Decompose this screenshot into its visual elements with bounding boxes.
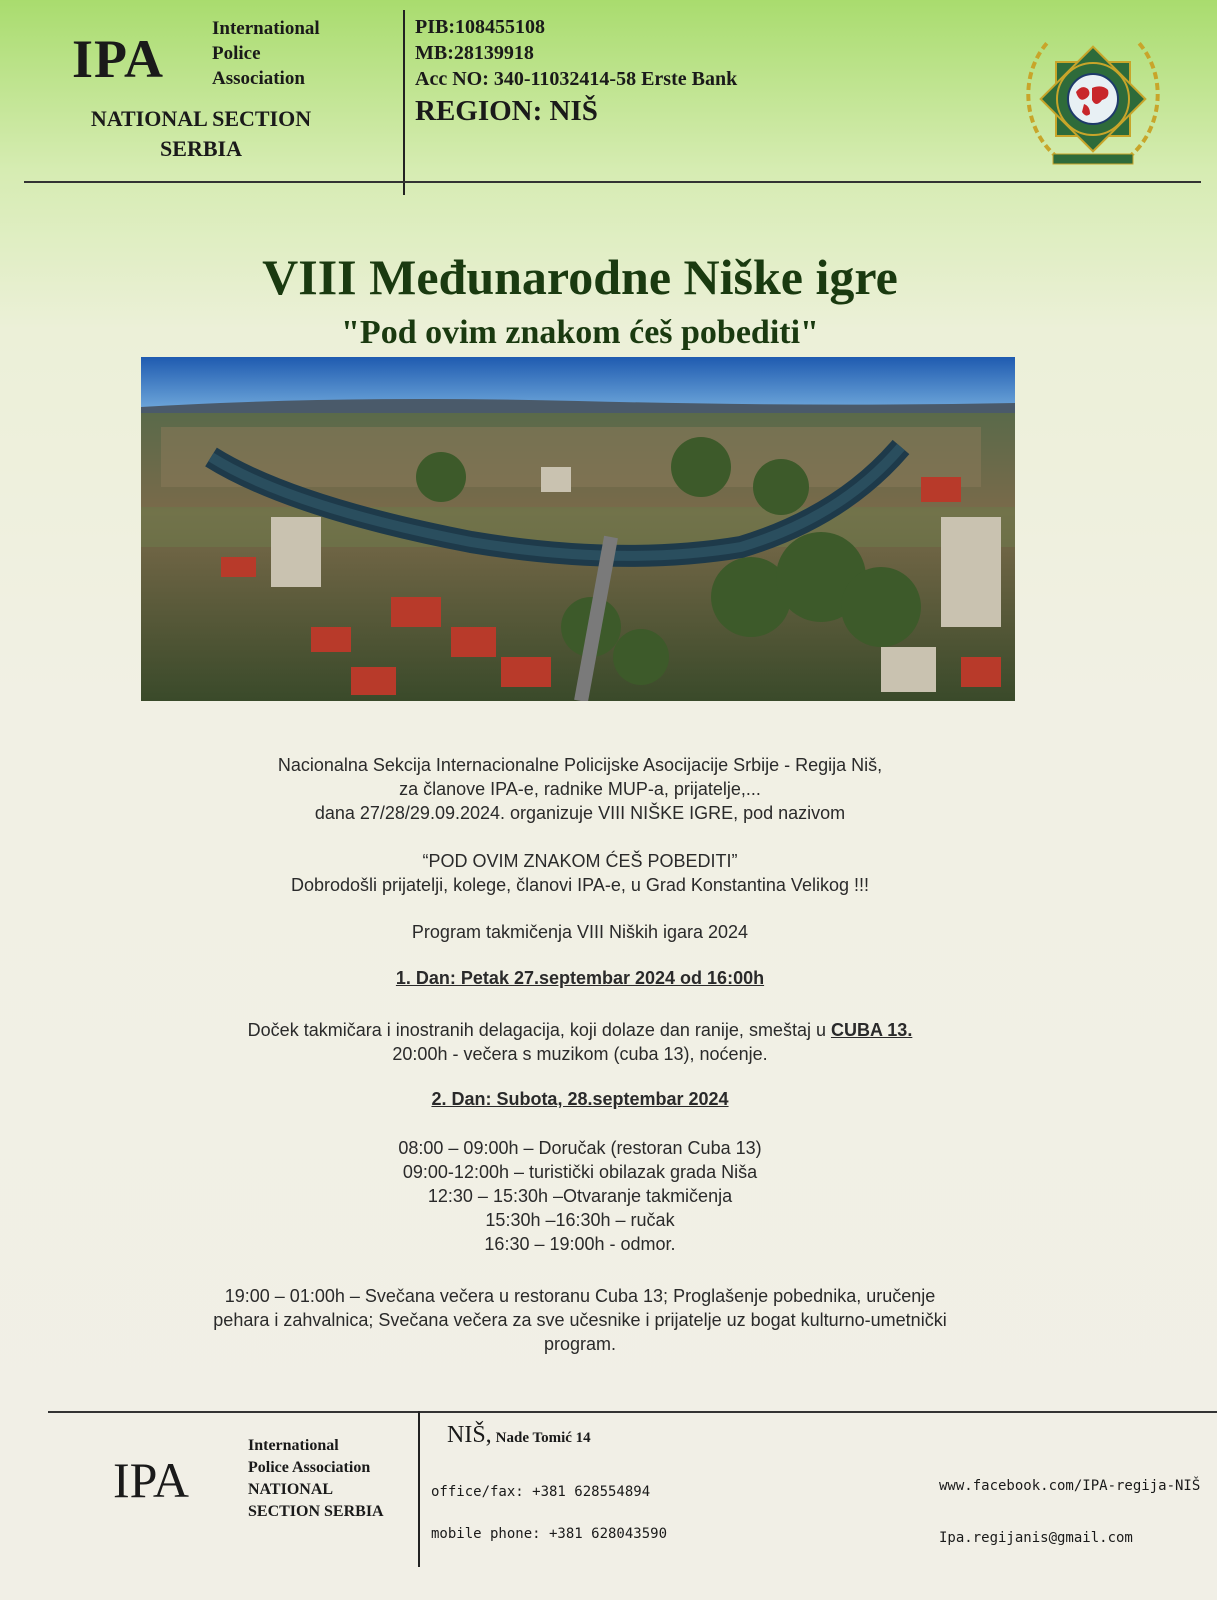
motto: “POD OVIM ZNAKOM ĆEŠ POBEDITI” bbox=[422, 851, 738, 871]
header-ns-line: NATIONAL SECTION bbox=[90, 106, 312, 131]
footer-org-line: Police Association bbox=[248, 1459, 371, 1476]
footer-facebook-link[interactable]: www.facebook.com/IPA-regija-NIŠ bbox=[939, 1478, 1201, 1494]
header-account: Acc NO: 340-11032414-58 Erste Bank bbox=[415, 68, 738, 90]
day1-venue-link[interactable]: CUBA 13. bbox=[830, 1020, 913, 1040]
schedule-item: 09:00-12:00h – turistički obilazak grada Niša bbox=[402, 1162, 758, 1182]
evening-line: 19:00 – 01:00h – Svečana večera u restoranu Cuba 13; Proglašenje pobednika, uručenje bbox=[224, 1286, 936, 1306]
intro-line: Nacionalna Sekcija Internacionalne Policijske Asocijacije Srbije - Regija Niš, bbox=[277, 755, 883, 775]
footer-ipa-logo-text: IPA bbox=[113, 1452, 189, 1508]
welcome-block bbox=[0, 849, 1160, 897]
schedule-item: 08:00 – 09:00h – Doručak (restoran Cuba 13) bbox=[398, 1138, 762, 1158]
ipa-emblem-icon bbox=[1018, 30, 1168, 170]
intro-line: dana 27/28/29.09.2024. organizuje VIII NIŠKE IGRE, pod nazivom bbox=[314, 803, 846, 823]
program-title: Program takmičenja VIII Niških igara 2024 bbox=[411, 922, 749, 942]
footer-org-line: NATIONAL bbox=[248, 1481, 334, 1498]
schedule-item: 16:30 – 19:00h - odmor. bbox=[484, 1234, 676, 1254]
intro-line: za članove IPA-e, radnike MUP-a, prijatelje,... bbox=[399, 779, 761, 799]
page-subtitle: "Pod ovim znakom ćeš pobediti" bbox=[341, 314, 819, 351]
evening-line: pehara i zahvalnica; Svečana večera za sve učesnike i prijatelje uz bogat kulturno-umetnički bbox=[213, 1310, 947, 1330]
footer-org-name bbox=[248, 1435, 384, 1523]
footer-city: NIŠ, bbox=[447, 1422, 492, 1448]
footer-org-line: International bbox=[248, 1437, 339, 1454]
welcome-text: Dobrodošli prijatelji, kolege, članovi IPA-e, u Grad Konstantina Velikog !!! bbox=[291, 875, 869, 895]
footer-street: Nade Tomić 14 bbox=[495, 1430, 591, 1446]
schedule-item: 15:30h –16:30h – ručak bbox=[485, 1210, 675, 1230]
header-org-line: Police bbox=[212, 43, 261, 64]
header-mb: MB:28139918 bbox=[415, 42, 534, 64]
header-ns-line: SERBIA bbox=[160, 136, 242, 161]
header-pib: PIB:108455108 bbox=[415, 16, 545, 38]
day2-heading: 2. Dan: Subota, 28.septembar 2024 bbox=[431, 1089, 729, 1109]
footer-mobile: mobile phone: +381 628043590 bbox=[431, 1526, 668, 1542]
city-aerial-photo bbox=[141, 357, 1015, 701]
header-registration-info bbox=[415, 14, 737, 92]
header-org-name bbox=[212, 16, 320, 91]
day1-arrival-line bbox=[0, 1018, 1160, 1042]
day2-schedule bbox=[0, 1136, 1160, 1256]
footer-email-link[interactable]: Ipa.regijanis@gmail.com bbox=[939, 1530, 1133, 1546]
footer-address bbox=[447, 1422, 591, 1449]
footer-fax: office/fax: +381 628554894 bbox=[431, 1484, 651, 1500]
page-title: VIII Međunarodne Niške igre bbox=[262, 249, 898, 305]
header-org-line: Association bbox=[212, 68, 305, 89]
day1-heading: 1. Dan: Petak 27.septembar 2024 od 16:00h bbox=[395, 968, 765, 988]
footer-divider-vertical bbox=[418, 1411, 420, 1567]
footer-org-line: SECTION SERBIA bbox=[248, 1503, 384, 1520]
footer-divider-horizontal bbox=[48, 1411, 1217, 1413]
day1-dinner-line: 20:00h - večera s muzikom (cuba 13), noćenje. bbox=[392, 1044, 768, 1064]
schedule-item: 12:30 – 15:30h –Otvaranje takmičenja bbox=[427, 1186, 733, 1206]
header-national-section bbox=[70, 104, 332, 164]
intro-paragraph bbox=[0, 753, 1160, 825]
header-ipa-logo-text: IPA bbox=[72, 29, 164, 89]
header-divider-vertical bbox=[403, 10, 405, 195]
header-org-line: International bbox=[212, 18, 320, 39]
day1-details bbox=[0, 1018, 1160, 1066]
day2-evening bbox=[0, 1284, 1160, 1356]
header-divider-horizontal bbox=[24, 181, 1201, 183]
evening-line: program. bbox=[543, 1334, 617, 1354]
day1-arrival-text: Doček takmičara i inostranih delagacija, koji dolaze dan ranije, smeštaj u bbox=[247, 1020, 831, 1040]
header-region: REGION: NIŠ bbox=[415, 95, 598, 127]
